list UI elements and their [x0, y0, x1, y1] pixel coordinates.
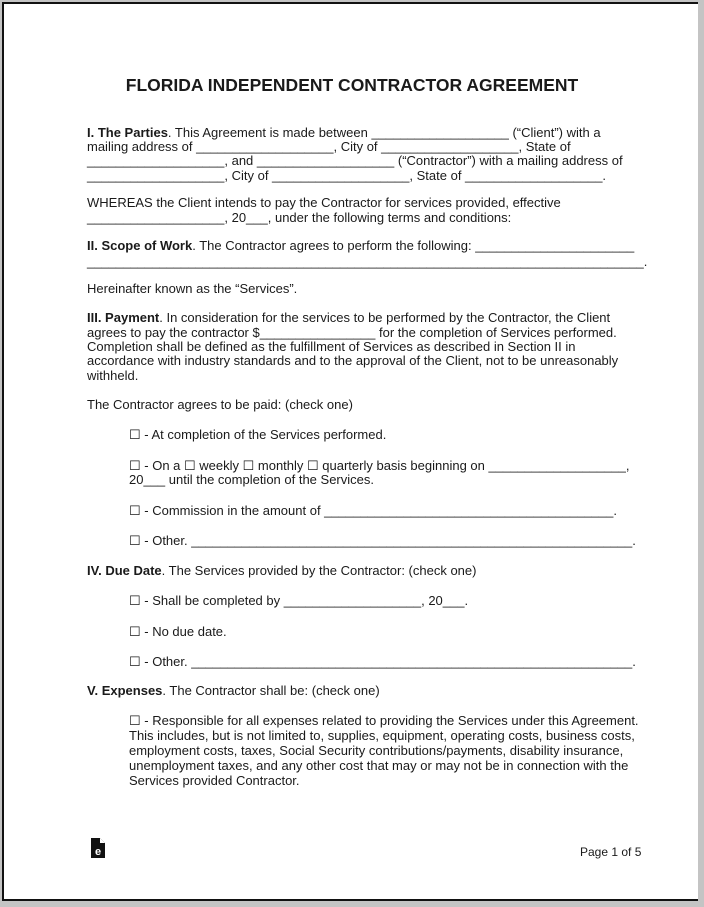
expenses-text: employment costs, taxes, Social Security contributions/payments, disability insurance,: [129, 743, 624, 758]
payment-line: [87, 310, 610, 325]
expenses-text: unemployment taxes, and any other cost that may or may not be in connection with the: [129, 758, 629, 773]
payment-line: accordance with industry standards and to the approval of the Client, not to be unreasonably: [87, 353, 619, 368]
text: . In consideration for the services to be performed by the Contractor, the Client: [159, 310, 611, 325]
section-heading: III. Payment: [87, 310, 160, 325]
svg-text:e: e: [94, 846, 102, 858]
parties-line: ___________________, and ___________________ (“Contractor”) with a mailing address of: [87, 153, 623, 168]
payment-line: withheld.: [87, 368, 139, 383]
expenses-option-checkbox[interactable]: ☐ - Responsible for all expenses related to providing the Services under this Agreement.: [129, 713, 639, 728]
payment-option-checkbox[interactable]: ☐ - Other. _____________________________________________________________.: [129, 533, 636, 548]
text: . The Services provided by the Contractor: (check one): [161, 563, 477, 578]
due-option-checkbox[interactable]: ☐ - No due date.: [129, 624, 227, 639]
eforms-logo-icon: [91, 838, 105, 858]
section-heading: II. Scope of Work: [87, 238, 193, 253]
scope-line: [87, 238, 634, 253]
payment-option-text: 20___ until the completion of the Services.: [129, 472, 374, 487]
payment-option-checkbox[interactable]: ☐ - On a ☐ weekly ☐ monthly ☐ quarterly basis beginning on ___________________,: [129, 458, 630, 473]
parties-line: [87, 125, 601, 140]
scope-line: _____________________________________________________________________________.: [87, 254, 648, 269]
payment-line: agrees to pay the contractor $________________ for the completion of Services performed.: [87, 325, 617, 340]
text: . The Contractor agrees to perform the following: ______________________: [192, 238, 635, 253]
payment-line: Completion shall be defined as the fulfillment of Services as described in Section II in: [87, 339, 576, 354]
whereas-line: WHEREAS the Client intends to pay the Contractor for services provided, effective: [87, 195, 561, 210]
due-option-checkbox[interactable]: ☐ - Other. _____________________________________________________________.: [129, 654, 636, 669]
due-option-checkbox[interactable]: ☐ - Shall be completed by ___________________, 20___.: [129, 593, 469, 608]
expenses-text: Services provided Contractor.: [129, 773, 300, 788]
hereinafter-text: Hereinafter known as the “Services”.: [87, 281, 298, 296]
payment-option-checkbox[interactable]: ☐ - At completion of the Services performed.: [129, 427, 387, 442]
section-heading: I. The Parties: [87, 125, 168, 140]
parties-line: mailing address of ___________________, City of ___________________, State of: [87, 139, 571, 154]
section-heading: V. Expenses: [87, 683, 163, 698]
text: . The Contractor shall be: (check one): [162, 683, 380, 698]
expenses-line: [87, 683, 380, 698]
expenses-text: This includes, but is not limited to, supplies, equipment, operating costs, business costs,: [129, 728, 635, 743]
due-line: [87, 563, 476, 578]
page-number: Page 1 of 5: [580, 845, 642, 859]
document-title: FLORIDA INDEPENDENT CONTRACTOR AGREEMENT: [125, 75, 579, 95]
payment-option-checkbox[interactable]: ☐ - Commission in the amount of ________________________________________.: [129, 503, 617, 518]
parties-line: ___________________, City of ___________________, State of ___________________.: [87, 168, 607, 183]
section-heading: IV. Due Date: [87, 563, 162, 578]
text: . This Agreement is made between ___________________ (“Client”) with a: [167, 125, 601, 140]
payment-intro: The Contractor agrees to be paid: (check one): [87, 397, 353, 412]
whereas-line: ___________________, 20___, under the following terms and conditions:: [87, 210, 512, 225]
